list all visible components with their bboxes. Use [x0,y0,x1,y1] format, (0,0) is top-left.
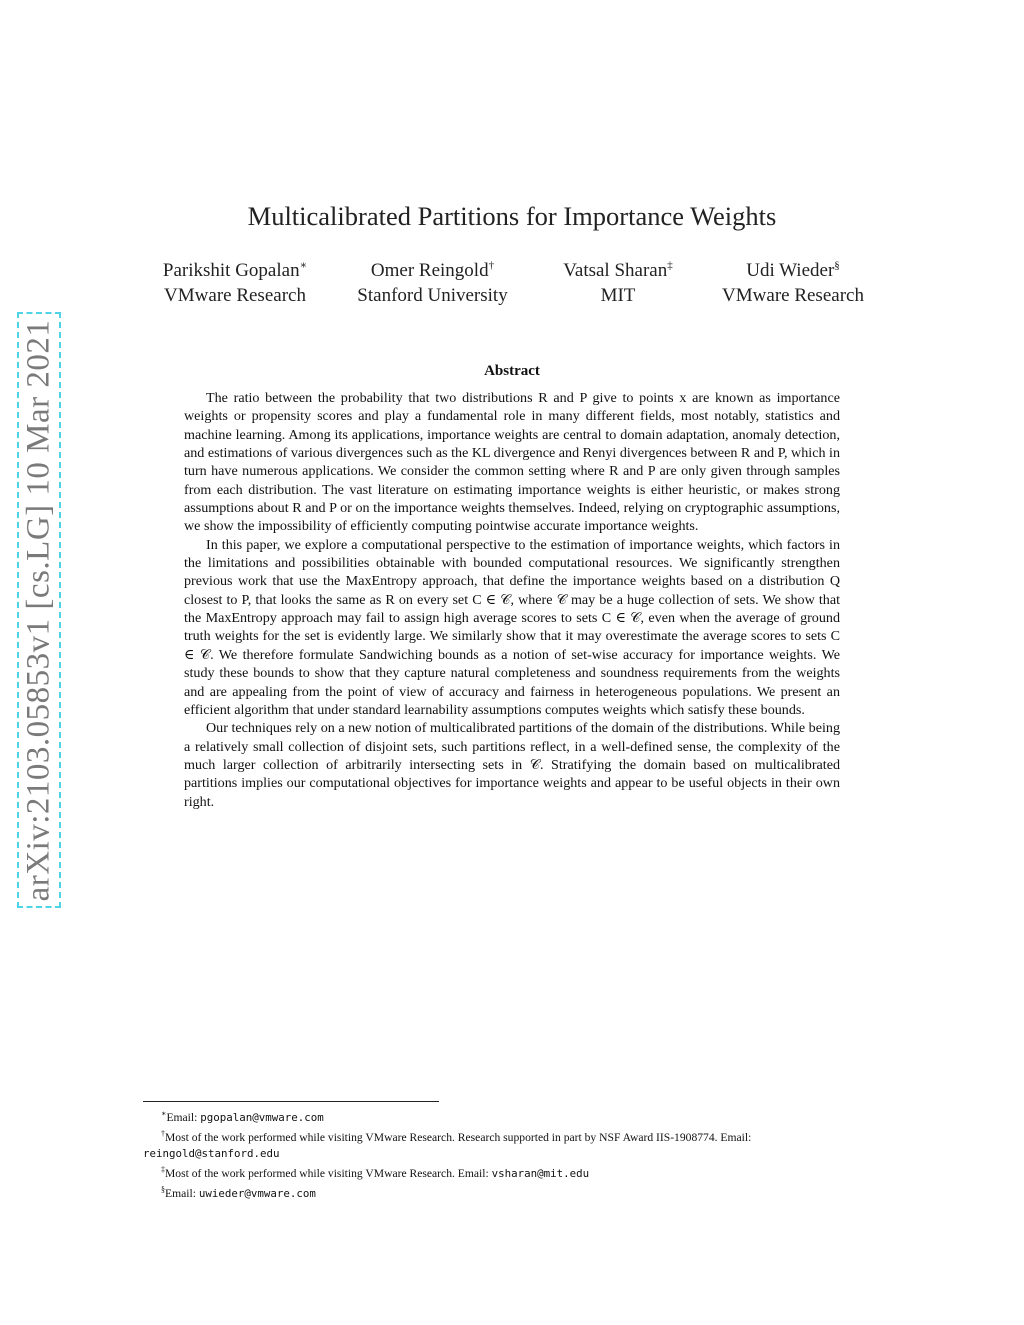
footnote-rule [143,1101,439,1102]
author-name: Parikshit Gopalan [162,260,300,281]
author-wieder [712,258,874,308]
arxiv-identifier-stamp [17,312,61,908]
author-affiliation: VMware Research [722,285,864,306]
footnote-mark: ‡ [161,1164,165,1174]
footnote-mark: ∗ [161,1109,167,1118]
arxiv-identifier-text: arXiv:2103.05853v1 [cs.LG] 10 Mar 2021 [20,319,57,901]
author-footnote-mark: ∗ [299,259,308,272]
footnote-email-link[interactable]: uwieder@vmware.com [198,1186,316,1200]
author-footnote-mark: ‡ [667,259,673,272]
author-sharan [548,258,688,308]
author-name: Udi Wieder [746,260,835,281]
footnotes [143,1106,883,1201]
abstract-paragraph: In this paper, we explore a computational perspective to the estimation of importance weights, which factors in the limitations and possibilities obtainable with bounded computational resources. We significantly strengthen previous work that use the MaxEntropy approach, that define the importance weights based on a distribution Q closest to P, that looks the same as R on every set C ∈ 𝒞, where 𝒞 may be a huge collection of sets. We show that the MaxEntropy approach may fail to assign high average scores to sets C ∈ 𝒞, even when the average of ground truth weights for the set is evidently large. We similarly show that it may overestimate the average scores to sets C ∈ 𝒞. We therefore formulate Sandwiching bounds as a notion of set-wise accuracy for importance weights. We study these bounds to show that they capture natural completeness and soundness requirements from the weights and are appealing from the point of view of accuracy and fairness in heterogeneous populations. We present an efficient algorithm that under standard learnability assumptions computes weights which satisfy these bounds. [184,536,840,718]
footnote-email-link[interactable]: pgopalan@vmware.com [200,1110,324,1124]
author-affiliation: VMware Research [164,285,306,306]
footnote-mark: † [161,1128,165,1138]
footnote [143,1182,883,1202]
abstract-paragraph: The ratio between the probability that two distributions R and P give to points x are known as importance weights or propensity scores and play a fundamental role in many different fields, most notably, statistics and machine learning. Among its applications, importance weights are central to domain adaptation, anomaly detection, and estimations of various divergences such as the KL divergence and Renyi divergences between R and P, which in turn have numerous applications. We consider the common setting where R and P are only given through samples from each distribution. The vast literature on estimating importance weights is either heuristic, or makes strong assumptions about R and P or on the importance weights themselves. Indeed, relying on cryptographic assumptions, we show the impossibility of efficiently computing pointwise accurate importance weights. [184,390,840,535]
footnote-mark: § [161,1184,165,1194]
abstract-heading: Abstract [484,363,540,379]
footnote-email-link[interactable]: vsharan@mit.edu [491,1166,590,1180]
author-name: Omer Reingold [370,260,489,281]
footnote-text: Email: [165,1186,199,1200]
footnote [143,1126,883,1162]
footnote-text: Email: [166,1110,201,1124]
author-block [0,258,1024,318]
abstract-paragraph: Our techniques rely on a new notion of multicalibrated partitions of the domain of the distributions. While being a relatively small collection of disjoint sets, such partitions reflect, in a well-defined sense, the complexity of the much larger collection of arbitrarily intersecting sets in 𝒞. Stratifying the domain based on multicalibrated partitions implies our computational objectives for importance weights and appear to be useful objects in their own right. [184,720,840,810]
paper-title: Multicalibrated Partitions for Importance Weights [247,201,777,231]
author-name: Vatsal Sharan [563,260,668,281]
footnote-email-link[interactable]: reingold@stanford.edu [143,1146,280,1160]
author-footnote-mark: † [488,259,495,272]
footnote [143,1106,883,1126]
footnote-text: Most of the work performed while visiting VMware Research. Email: [165,1166,492,1180]
author-footnote-mark: § [834,259,840,272]
footnote-text: Most of the work performed while visiting VMware Research. Research supported in part by NSF Award IIS-1908774. Email: [165,1130,752,1144]
author-affiliation: Stanford University [357,285,508,306]
author-gopalan [150,258,320,308]
abstract-body [184,389,840,811]
author-reingold [345,258,520,308]
author-affiliation: MIT [600,285,636,306]
footnote [143,1162,883,1182]
